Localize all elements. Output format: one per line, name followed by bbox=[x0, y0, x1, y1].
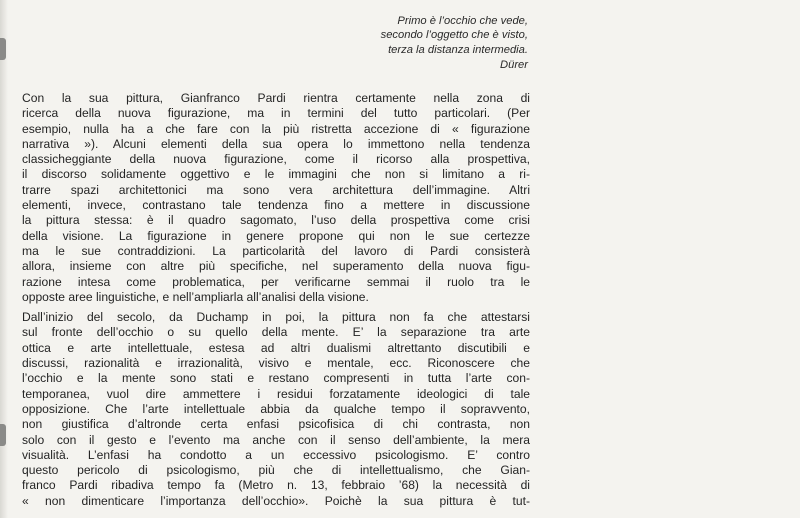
epigraph bbox=[300, 14, 528, 73]
epigraph-author: Dürer bbox=[500, 59, 528, 72]
text-line: opposizione. Che l’arte intellettuale abbia da qualche tempo il sopravvento, bbox=[22, 401, 530, 416]
text-line: narrativa »). Alcuni elementi della sua opera lo immettono nella tendenza bbox=[22, 136, 530, 151]
binding-hole bbox=[0, 424, 6, 446]
text-line: allora, insieme con altre più specifiche, nel superamento della nuova figu- bbox=[22, 259, 530, 274]
text-line: razione intesa come problematica, per verificarne semmai il ruolo tra le bbox=[22, 274, 530, 289]
text-line: « non dimenticare l’importanza dell’occhio». Poichè la sua pittura è tut- bbox=[22, 493, 530, 508]
text-line: franco Pardi ribadiva tempo fa (Metro n. 13, febbraio ’68) la necessità di bbox=[22, 478, 530, 493]
paragraph-1 bbox=[22, 91, 530, 305]
text-line: il discorso solidamente oggettivo e le immagini che non si limitano a ri- bbox=[22, 167, 530, 182]
text-line: della visione. La figurazione in genere propone qui non le sue certezze bbox=[22, 228, 530, 243]
text-line: temporanea, vuol dire ammettere i residui forzatamente ideologici di tale bbox=[22, 386, 530, 401]
article-body bbox=[22, 91, 530, 514]
text-line: sul fronte dell’occhio o su quello della mente. E’ la separazione tra arte bbox=[22, 325, 530, 340]
text-line: opposte aree linguistiche, e nell’ampliarla all’analisi della visione. bbox=[22, 289, 369, 304]
text-line: l’occhio e la mente sono stati e restano compresenti in tutta l’arte con- bbox=[22, 371, 530, 386]
epigraph-line: terza la distanza intermedia. bbox=[388, 43, 528, 56]
text-line: la pittura stessa: è il quadro sagomato, l’uso della prospettiva come crisi bbox=[22, 213, 530, 228]
text-line: ma le sue contraddizioni. La particolarità del lavoro di Pardi consisterà bbox=[22, 243, 530, 258]
text-line: ottica e arte intellettuale, estesa ad altri dualismi altrettanto discutibili e bbox=[22, 340, 530, 355]
text-line: discussi, razionalità e irrazionalità, visivo e mentale, ecc. Riconoscere che bbox=[22, 356, 530, 371]
text-line: Dall’inizio del secolo, da Duchamp in poi, la pittura non fa che attestarsi bbox=[22, 310, 530, 325]
text-line: questo pericolo di psicologismo, più che di intellettualismo, che Gian- bbox=[22, 463, 530, 478]
epigraph-line: Primo è l’occhio che vede, bbox=[397, 15, 528, 27]
text-line: esempio, nulla ha a che fare con la più ristretta accezione di « figurazione bbox=[22, 121, 530, 136]
text-line: elementi, invece, contrastano tale tendenza fino a mettere in discussione bbox=[22, 198, 530, 213]
text-line: solo con il gesto e l’evento ma anche con il senso dell’ambiente, la mera bbox=[22, 432, 530, 447]
text-line: classicheggiante della nuova figurazione, come il ricorso alla prospettiva, bbox=[22, 152, 530, 167]
paragraph-2 bbox=[22, 310, 530, 509]
text-line: visualità. L’enfasi ha condotto a un eccessivo psicologismo. E’ contro bbox=[22, 447, 530, 462]
binding-hole bbox=[0, 38, 6, 60]
text-line: ricerca della nuova figurazione, ma in termini del tutto particolari. (Per bbox=[22, 106, 530, 121]
text-line: trarre spazi architettonici ma sono vera architettura dell’immagine. Altri bbox=[22, 182, 530, 197]
epigraph-line: secondo l’oggetto che è visto, bbox=[380, 29, 528, 42]
text-line: Con la sua pittura, Gianfranco Pardi rientra certamente nella zona di bbox=[22, 91, 530, 105]
text-line: non giustifica d’altronde certa enfasi psicofisica di chi contrasta, non bbox=[22, 417, 530, 432]
